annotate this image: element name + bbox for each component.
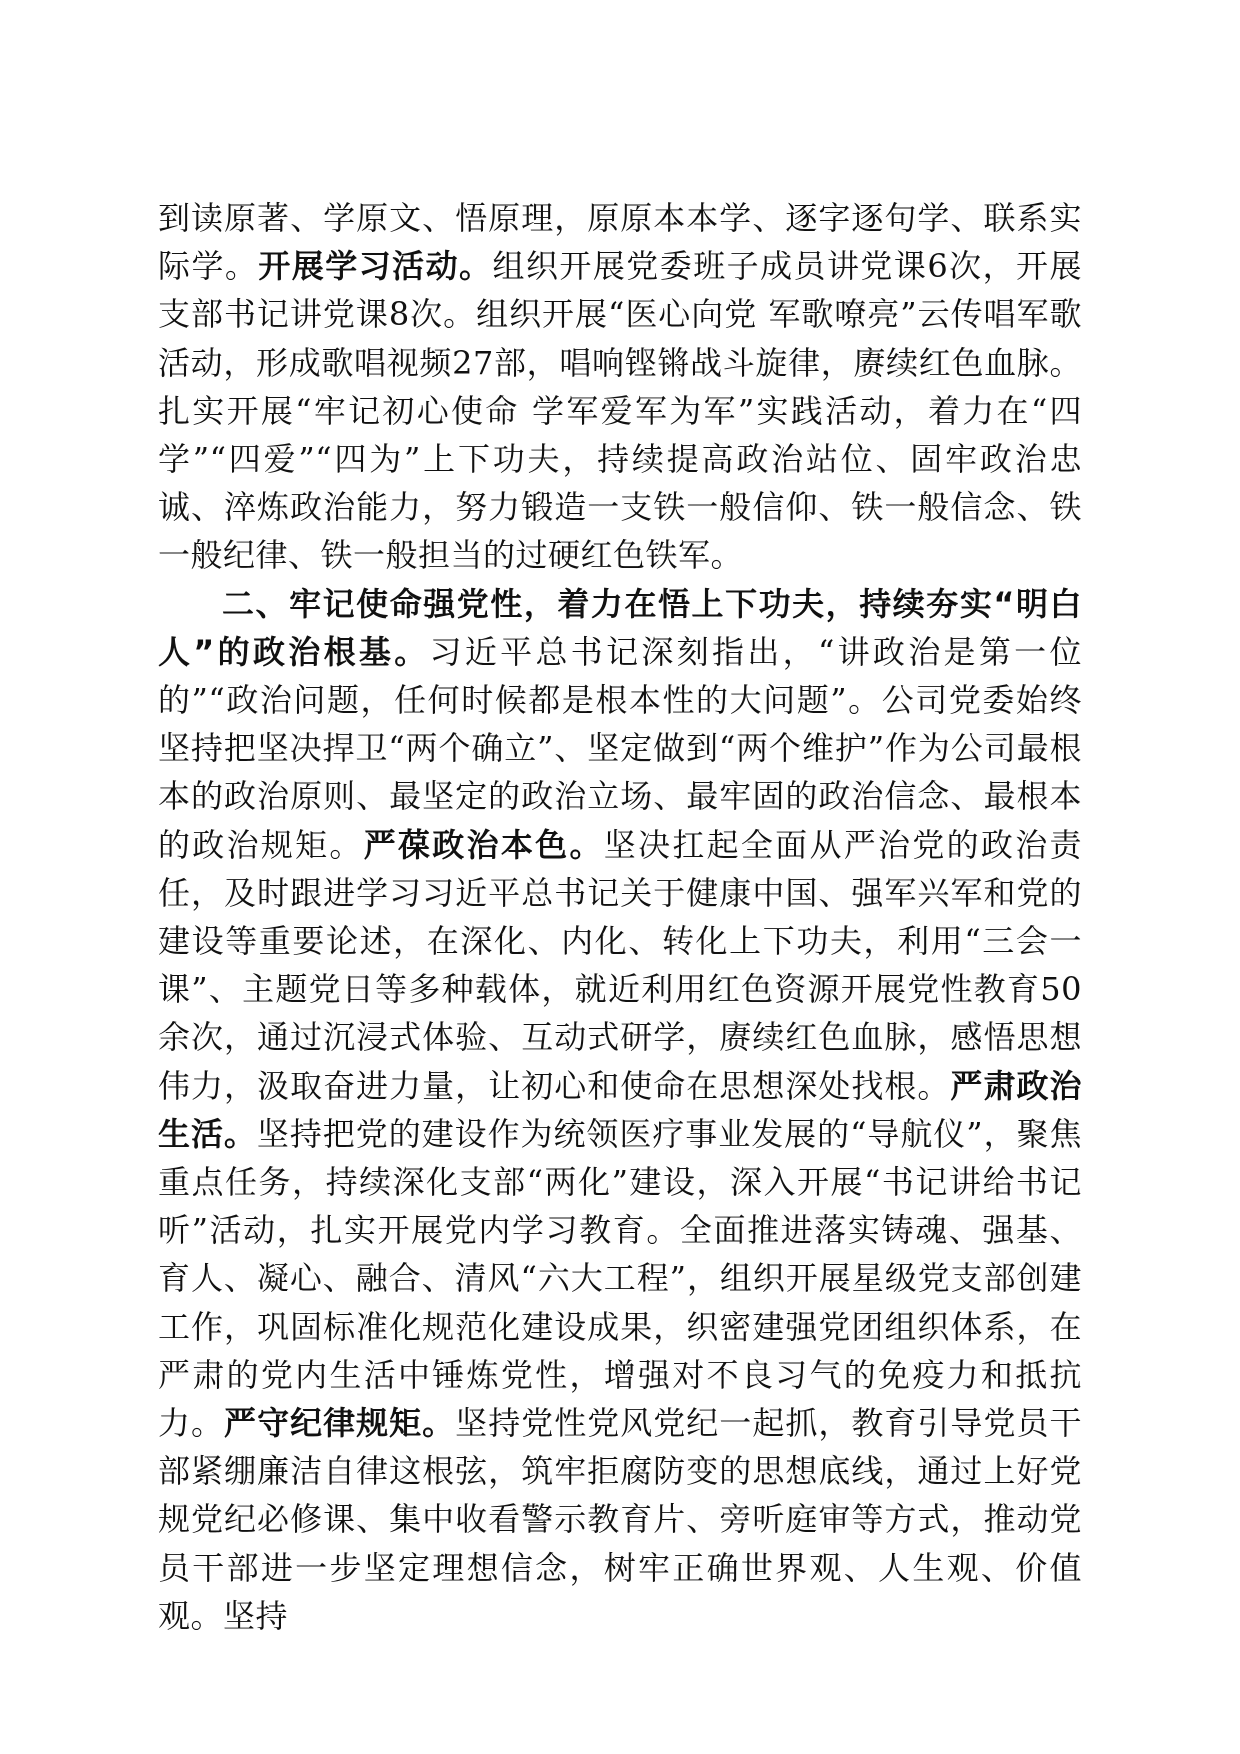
bold-heading-run: 严葆政治本色。	[363, 825, 604, 864]
text-run: 坚持党性党风党纪一起抓，教育引导党员干部紧绷廉洁自律这根弦，筑牢拒腐防变的思想底线，通过上好党规党纪必修课、集中收看警示教育片、旁听庭审等方式，推动党员干部进一步坚定理想信念，树牢正确世界观、人生观、价值观。坚持	[158, 1404, 1082, 1635]
bold-heading-run: 开展学习活动。	[258, 247, 493, 286]
text-run: 组织开展党委班子成员讲党课6次，开展支部书记讲党课8次。组织开展“医心向党 军歌嘹亮”云传唱军歌活动，形成歌唱视频27部，唱响铿锵战斗旋律，赓续红色血脉。扎实开展“牢记初心使命 学军爱军为军”实践活动，着力在“四学”“四爱”“四为”上下功夫，持续提高政治站位、固牢政治忠诚、淬炼政治能力，努力锻造一支铁一般信仰、铁一般信念、铁一般纪律、铁一般担当的过硬红色铁军。	[158, 247, 1082, 575]
text-run: 到读原著、学原文、悟原理，原原本本学、逐字逐句学、联系实际学。	[158, 199, 1082, 286]
bold-heading-run: 严守纪律规矩。	[224, 1404, 456, 1443]
paragraph-study-activities	[158, 194, 1082, 580]
section-heading: 二、牢记使命强党性，着力在悟上下功夫，持续夯实“明白人”的政治根基。	[158, 584, 1082, 671]
bold-heading-run: 严肃政治生活。	[158, 1066, 1082, 1153]
paragraph-section-two	[158, 580, 1082, 1640]
text-run: 习近平总书记深刻指出，“讲政治是第一位的”“政治问题，任何时候都是根本性的大问题”。公司党委始终坚持把坚决捍卫“两个确立”、坚定做到“两个维护”作为公司最根本的政治原则、最坚定的政治立场、最牢固的政治信念、最根本的政治规矩。	[158, 632, 1082, 864]
text-run: 坚决扛起全面从严治党的政治责任，及时跟进学习习近平总书记关于健康中国、强军兴军和党的建设等重要论述，在深化、内化、转化上下功夫，利用“三会一课”、主题党日等多种载体，就近利用红色资源开展党性教育50余次，通过沉浸式体验、互动式研学，赓续红色血脉，感悟思想伟力，汲取奋进力量，让初心和使命在思想深处找根。	[158, 825, 1082, 1105]
text-run: 坚持把党的建设作为统领医疗事业发展的“导航仪”，聚焦重点任务，持续深化支部“两化”建设，深入开展“书记讲给书记听”活动，扎实开展党内学习教育。全面推进落实铸魂、强基、育人、凝心、融合、清风“六大工程”，组织开展星级党支部创建工作，巩固标准化规范化建设成果，织密建强党团组织体系，在严肃的党内生活中锤炼党性，增强对不良习气的免疫力和抵抗力。	[158, 1114, 1082, 1443]
body-text	[158, 194, 1082, 1640]
